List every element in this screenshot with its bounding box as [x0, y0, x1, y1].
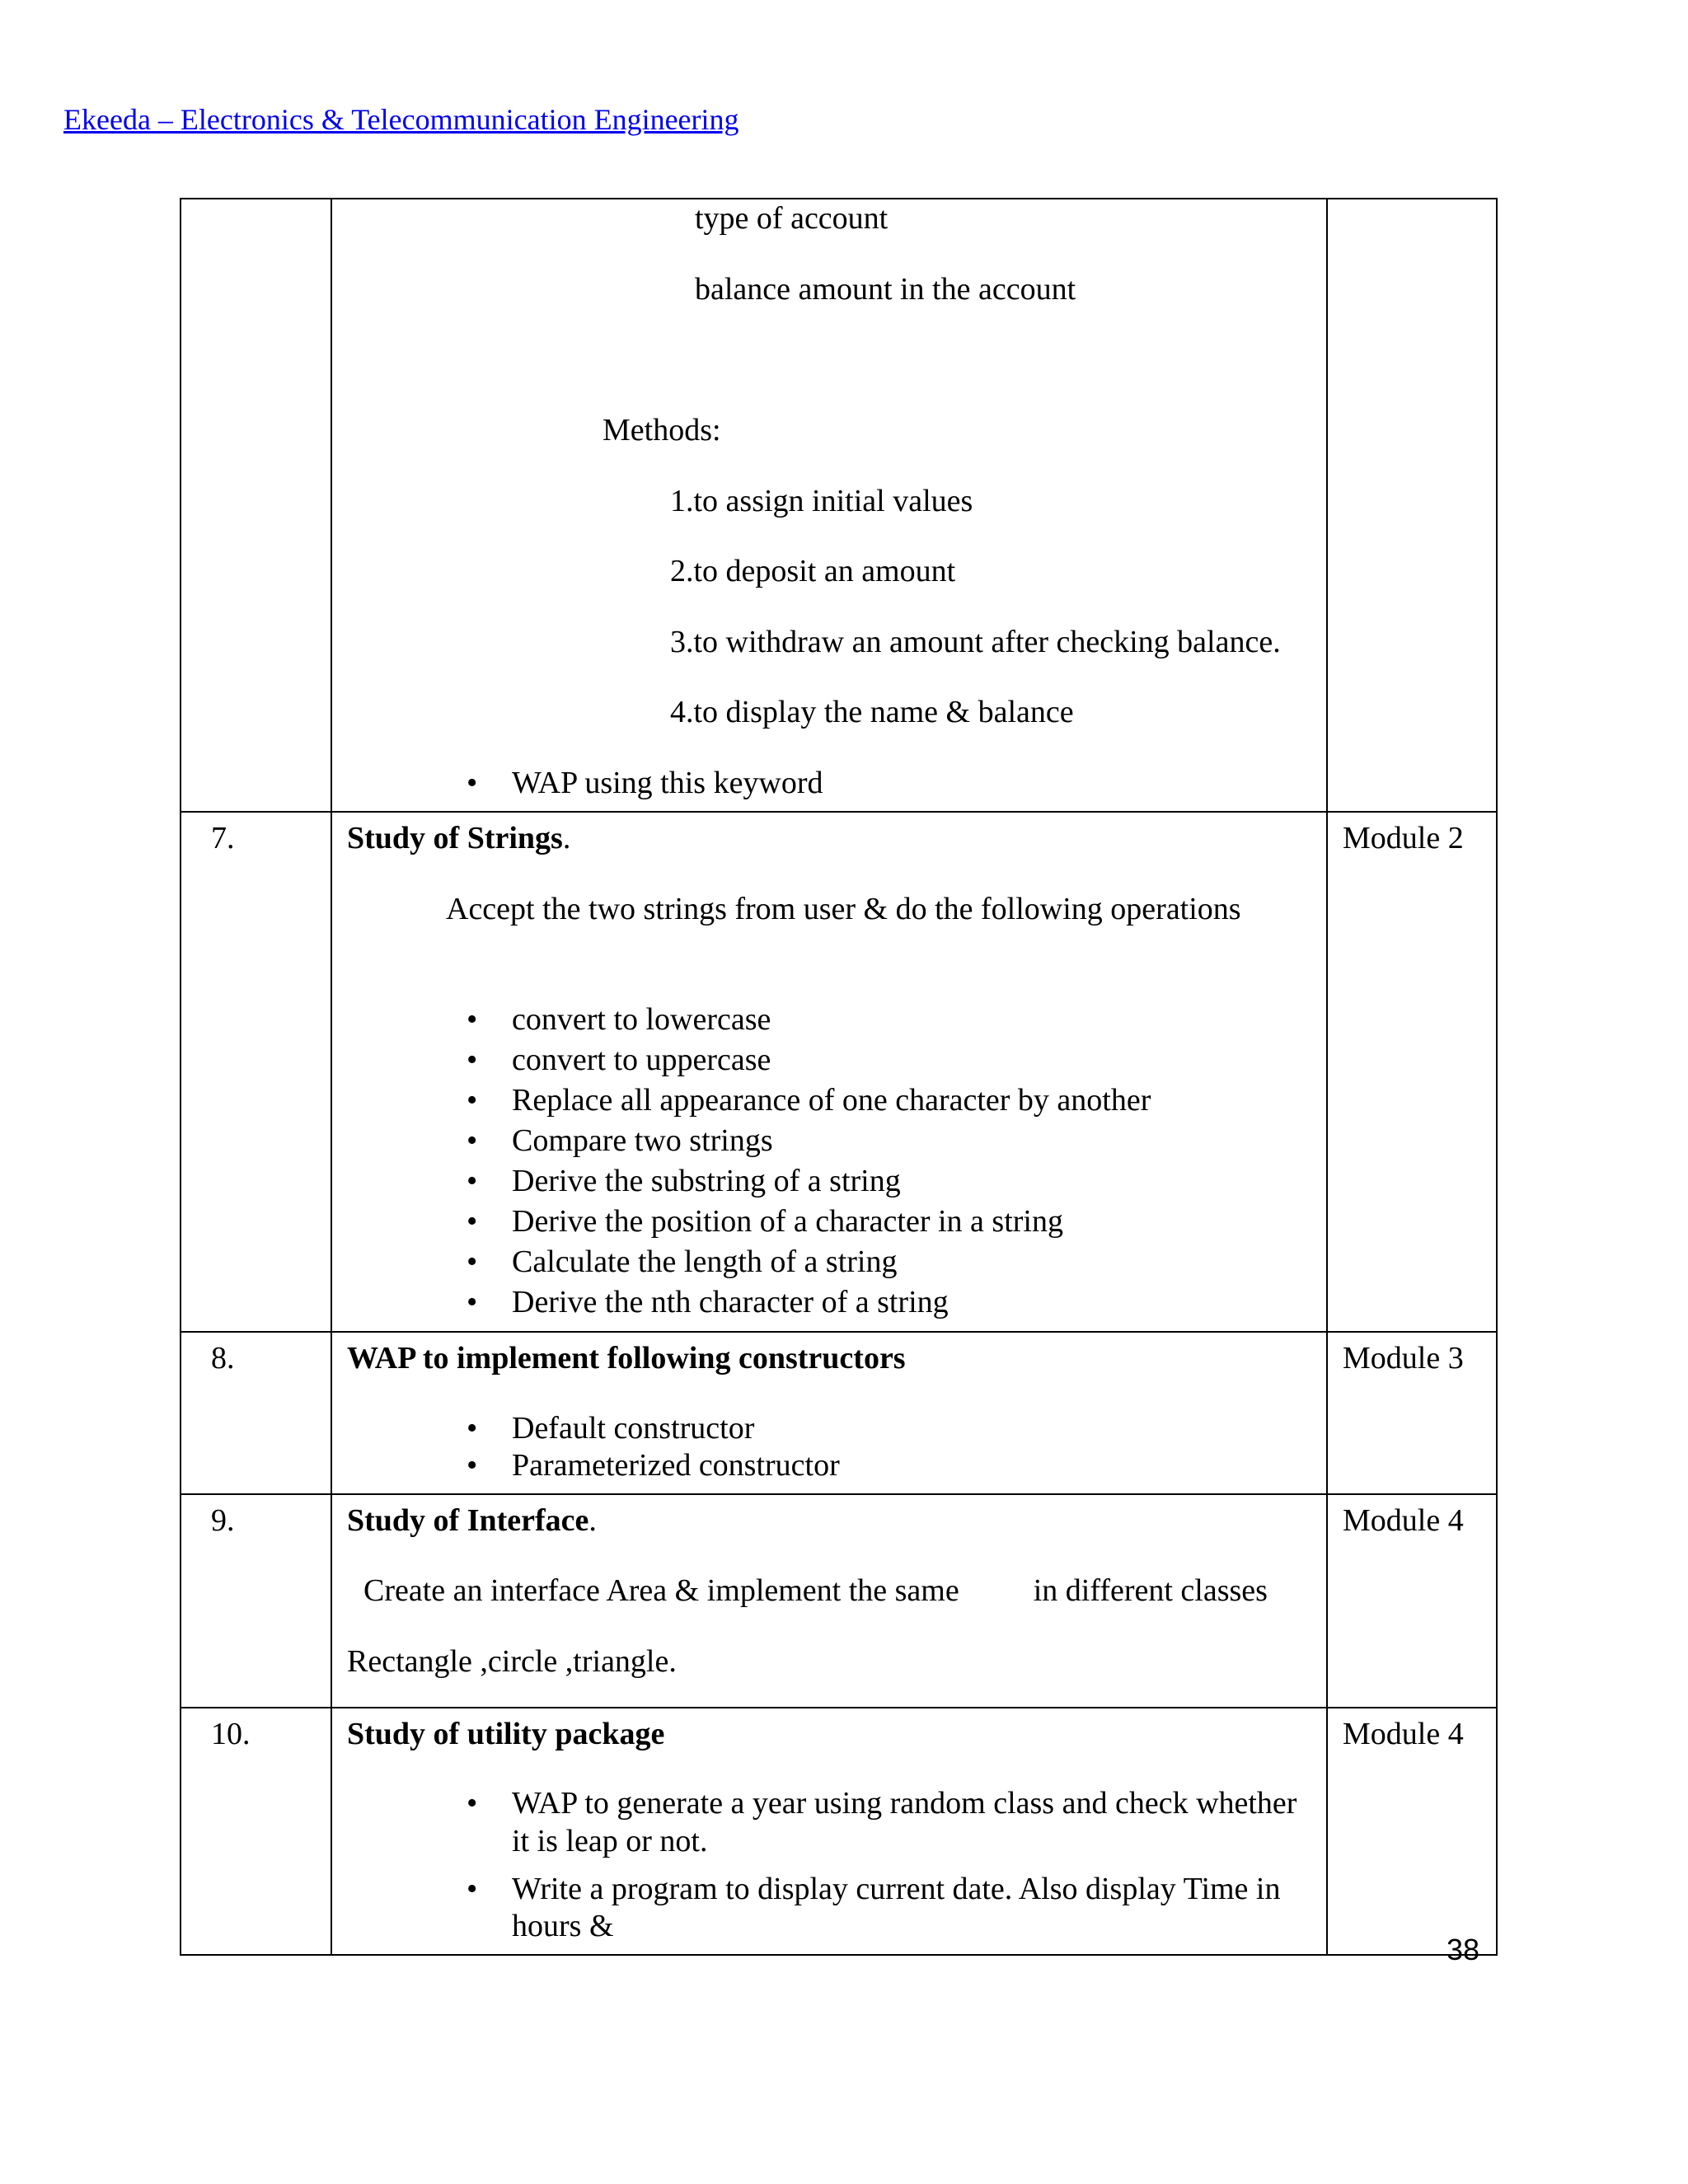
- method-item: 2.to deposit an amount: [670, 554, 956, 588]
- list-item: • Compare two strings: [347, 1121, 1311, 1161]
- body-text: Create an interface Area & implement the same: [363, 1573, 959, 1609]
- body-text: Rectangle ,circle ,triangle.: [347, 1643, 677, 1679]
- content-cell: [331, 1708, 1327, 1955]
- list-item: • Parameterized constructor: [347, 1447, 1311, 1485]
- row-title: WAP to implement following constructors: [347, 1341, 906, 1376]
- row-title: Study of utility package: [347, 1716, 665, 1751]
- table-row-7: [181, 812, 1497, 1332]
- syllabus-table: [180, 198, 1498, 1956]
- module-cell: [1327, 199, 1497, 812]
- row-title: Study of Strings: [347, 821, 563, 855]
- content-cell: [331, 199, 1327, 812]
- table-row-8: [181, 1332, 1497, 1494]
- method-item: 1.to assign initial values: [670, 483, 973, 518]
- page-number: 38: [1447, 1933, 1480, 1966]
- title-suffix: .: [588, 1502, 597, 1538]
- method-item: 3.to withdraw an amount after checking balance.: [670, 624, 1281, 659]
- content-cell: [331, 812, 1327, 1332]
- list-item: • convert to lowercase: [347, 1000, 1311, 1040]
- table-row-9: [181, 1494, 1497, 1708]
- list-item: • WAP to generate a year using random class and check whether it is leap or not.: [347, 1785, 1311, 1860]
- module-label: Module 3: [1327, 1332, 1497, 1494]
- title-suffix: .: [562, 821, 571, 855]
- list-item: • Calculate the length of a string: [347, 1242, 1311, 1282]
- list-item: • Default constructor: [347, 1410, 1311, 1448]
- row-number: 9.: [181, 1494, 331, 1708]
- header-link[interactable]: Ekeeda – Electronics & Telecommunication Engineering: [63, 103, 739, 136]
- number-cell: [181, 199, 331, 812]
- row-number: 10.: [181, 1708, 331, 1955]
- module-label: Module 2: [1327, 812, 1497, 1332]
- row-number: 7.: [181, 812, 331, 1332]
- list-item: • Derive the substring of a string: [347, 1161, 1311, 1202]
- list-item: • Replace all appearance of one character by another: [347, 1080, 1311, 1121]
- body-text: in different classes: [1033, 1573, 1268, 1609]
- table-row-10: [181, 1708, 1497, 1955]
- module-label: Module 4: [1327, 1708, 1497, 1955]
- row-number: 8.: [181, 1332, 331, 1494]
- methods-label: Methods:: [603, 413, 721, 448]
- list-item: • convert to uppercase: [347, 1040, 1311, 1080]
- content-cell: [331, 1332, 1327, 1494]
- field-text: type of account: [695, 201, 889, 236]
- list-item: • Derive the nth character of a string: [347, 1282, 1311, 1323]
- content-cell: [331, 1494, 1327, 1708]
- module-label: Module 4: [1327, 1494, 1497, 1708]
- list-item: • WAP using this keyword: [347, 764, 1311, 804]
- intro-text: Accept the two strings from user & do the following operations: [446, 891, 1241, 926]
- list-item: • Write a program to display current date. Also display Time in hours &: [347, 1871, 1311, 1946]
- row-title: Study of Interface: [347, 1502, 589, 1538]
- field-text: balance amount in the account: [695, 271, 1076, 307]
- table-row-continuation: [181, 199, 1497, 812]
- list-item: • Derive the position of a character in a string: [347, 1202, 1311, 1242]
- method-item: 4.to display the name & balance: [670, 695, 1074, 729]
